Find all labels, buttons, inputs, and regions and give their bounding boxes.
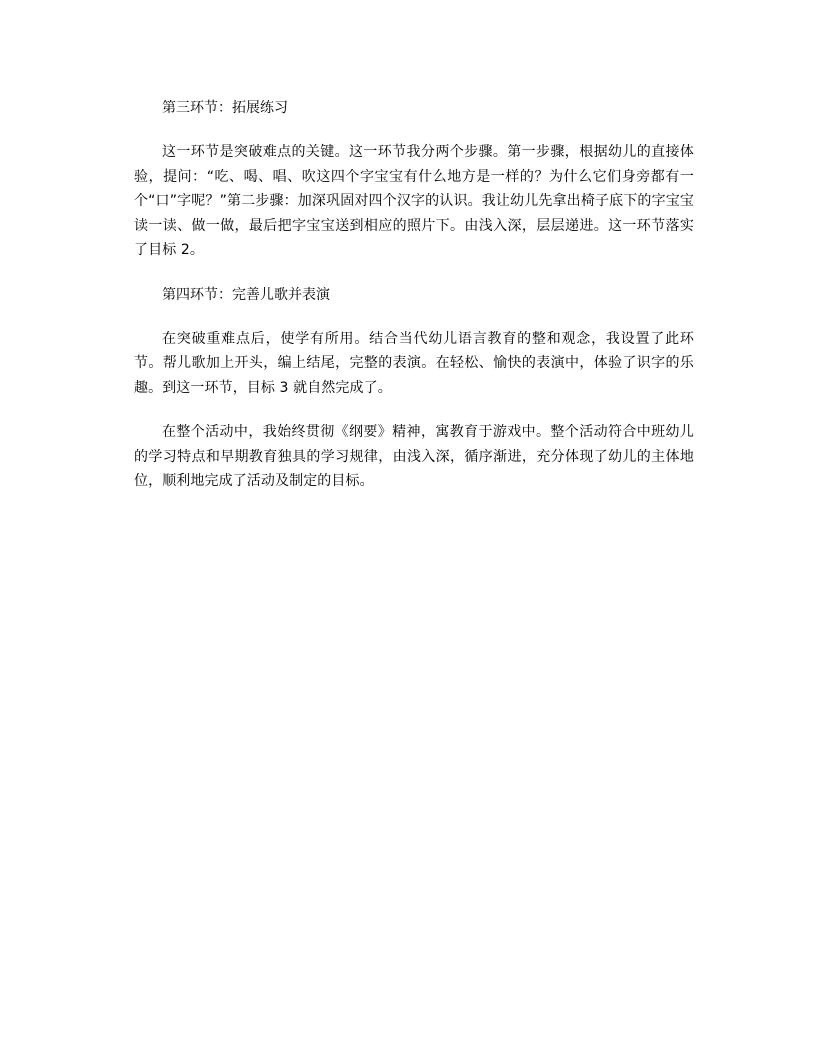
summary-paragraph: 在整个活动中，我始终贯彻《纲要》精神，寓教育于游戏中。整个活动符合中班幼儿的学习特点和早期教育独具的学习规律，由浅入深，循序渐进，充分体现了幼儿的主体地位，顺利地完成了活动及制定的目标。: [134, 424, 694, 489]
section-4-paragraph: 在突破重难点后，使学有所用。结合当代幼儿语言教育的整和观念，我设置了此环节。帮儿歌加上开头，编上结尾，完整的表演。在轻松、愉快的表演中，体验了识字的乐趣。到这一环节，目标 3 就自然完成了。: [134, 330, 694, 396]
section-3-heading: 第三环节：拓展练习: [162, 100, 288, 116]
document-body: [134, 96, 694, 514]
section-3-paragraph: 这一环节是突破难点的关键。这一环节我分两个步骤。第一步骤，根据幼儿的直接体验，提问：“吃、喝、唱、吹这四个字宝宝有什么地方是一样的？为什么它们身旁都有一个“口”字呢？”第二步骤：加深巩固对四个汉字的认识。我让幼儿先拿出椅子底下的字宝宝读一读、做一做，最后把字宝宝送到相应的照片下。由浅入深，层层递进。这一环节落实了目标 2。: [134, 144, 694, 258]
section-4-heading: 第四环节：完善儿歌并表演: [162, 286, 330, 303]
